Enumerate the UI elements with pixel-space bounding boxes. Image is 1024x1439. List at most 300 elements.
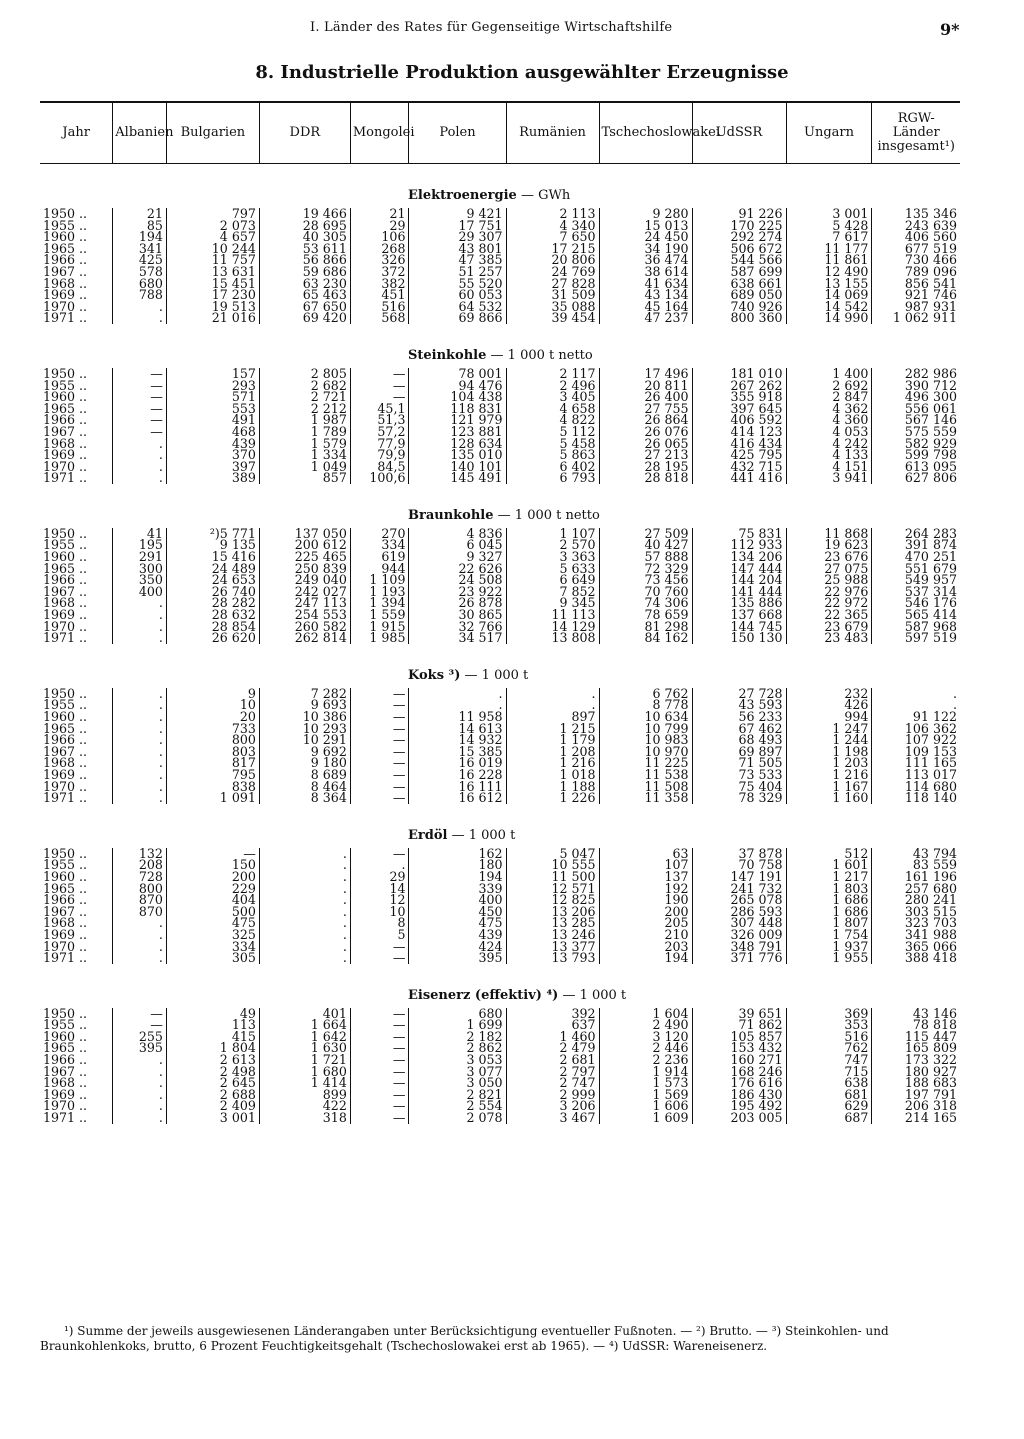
section-heading-row [40, 324, 960, 368]
value-cell: 392 [506, 1008, 599, 1020]
value-cell: 190 [599, 894, 692, 906]
value-cell: 72 329 [599, 563, 692, 575]
value-cell: 21 016 [166, 312, 259, 324]
value-cell: 424 [409, 941, 506, 953]
value-cell: 1 642 [259, 1031, 350, 1043]
value-cell: 128 634 [409, 438, 506, 450]
value-cell: 14 613 [409, 723, 506, 735]
value-cell: 1 217 [786, 871, 872, 883]
value-cell: — [350, 781, 409, 793]
value-cell: 140 101 [409, 461, 506, 473]
value-cell: 135 346 [872, 208, 960, 220]
value-cell: — [350, 746, 409, 758]
value-cell: 2 498 [166, 1066, 259, 1078]
value-cell: 400 [409, 894, 506, 906]
value-cell: 1 018 [506, 769, 599, 781]
value-cell: 137 [599, 871, 692, 883]
value-cell: 1 244 [786, 734, 872, 746]
value-cell: 415 [166, 1031, 259, 1043]
value-cell: 60 053 [409, 289, 506, 301]
value-cell: 2 847 [786, 391, 872, 403]
value-cell: 45 164 [599, 301, 692, 313]
value-cell: 36 474 [599, 254, 692, 266]
value-cell: 49 [166, 1008, 259, 1020]
value-cell: 9 280 [599, 208, 692, 220]
value-cell: 2 747 [506, 1077, 599, 1089]
value-cell: 9 421 [409, 208, 506, 220]
value-cell: 8 464 [259, 781, 350, 793]
value-cell: 173 322 [872, 1054, 960, 1066]
value-cell: . [872, 688, 960, 700]
year-cell: 1970 .. [43, 778, 88, 794]
value-cell: 1 803 [786, 883, 872, 895]
value-cell: . [113, 952, 167, 964]
value-cell: 57,2 [350, 426, 409, 438]
value-cell: 2 409 [166, 1100, 259, 1112]
value-cell: 24 450 [599, 231, 692, 243]
year-cell: 1950 .. [43, 1005, 88, 1021]
value-cell: 20 [166, 711, 259, 723]
header-mongolei: Mongolei [350, 102, 409, 164]
value-cell: . [113, 1112, 167, 1124]
value-cell: 250 839 [259, 563, 350, 575]
value-cell: 267 262 [692, 380, 786, 392]
value-cell: 11 225 [599, 757, 692, 769]
value-cell: . [113, 757, 167, 769]
value-cell: 800 [113, 883, 167, 895]
value-cell: 730 466 [872, 254, 960, 266]
value-cell: 1 630 [259, 1042, 350, 1054]
value-cell: . [259, 941, 350, 953]
value-cell: 113 017 [872, 769, 960, 781]
value-cell: 3 206 [506, 1100, 599, 1112]
value-cell: 11 757 [166, 254, 259, 266]
value-cell: 26 740 [166, 586, 259, 598]
value-cell: 4 836 [409, 528, 506, 540]
year-cell: 1955 .. [43, 697, 88, 713]
value-cell: 475 [166, 917, 259, 929]
value-cell: 4 151 [786, 461, 872, 473]
value-cell: 4 360 [786, 414, 872, 426]
value-cell: 2 688 [166, 1089, 259, 1101]
year-cell: 1950 .. [43, 206, 88, 221]
value-cell: 123 881 [409, 426, 506, 438]
value-cell: 79,9 [350, 449, 409, 461]
value-cell: 389 [166, 472, 259, 484]
value-cell: 2 682 [259, 380, 350, 392]
value-cell: 921 746 [872, 289, 960, 301]
value-cell: . [113, 312, 167, 324]
value-cell: 677 519 [872, 243, 960, 255]
value-cell: 987 931 [872, 301, 960, 313]
value-cell: 56 866 [259, 254, 350, 266]
value-cell: 197 791 [872, 1089, 960, 1101]
value-cell: 305 [166, 952, 259, 964]
value-cell: 57 888 [599, 551, 692, 563]
value-cell: . [409, 699, 506, 711]
value-cell: 17 751 [409, 220, 506, 232]
value-cell: 243 639 [872, 220, 960, 232]
value-cell: . [113, 621, 167, 633]
value-cell: 7 282 [259, 688, 350, 700]
value-cell: 353 [786, 1019, 872, 1031]
value-cell: 19 513 [166, 301, 259, 313]
year-cell: 1969 .. [43, 607, 88, 623]
value-cell: 838 [166, 781, 259, 793]
value-cell: 78 001 [409, 368, 506, 380]
value-cell: 401 [259, 1008, 350, 1020]
value-cell: . [259, 871, 350, 883]
value-cell: — [350, 734, 409, 746]
table-header [40, 102, 960, 164]
value-cell: 3 001 [166, 1112, 259, 1124]
section-heading-row [40, 964, 960, 1008]
value-cell: 106 362 [872, 723, 960, 735]
value-cell: 3 050 [409, 1077, 506, 1089]
value-cell: . [113, 449, 167, 461]
value-cell: 568 [350, 312, 409, 324]
value-cell: 47 237 [599, 312, 692, 324]
value-cell: 100,6 [350, 472, 409, 484]
value-cell: 13 285 [506, 917, 599, 929]
value-cell: 68 493 [692, 734, 786, 746]
table-row [40, 1112, 960, 1124]
year-cell: 1967 .. [43, 583, 88, 599]
value-cell: 73 456 [599, 574, 692, 586]
value-cell: 944 [350, 563, 409, 575]
value-cell: 406 592 [692, 414, 786, 426]
value-cell: 51 257 [409, 266, 506, 278]
value-cell: 1 198 [786, 746, 872, 758]
value-cell: 106 [350, 231, 409, 243]
value-cell: 107 [599, 859, 692, 871]
value-cell: 81 298 [599, 621, 692, 633]
value-cell: 7 617 [786, 231, 872, 243]
value-cell: 350 [113, 574, 167, 586]
section-unit: — 1 000 t netto [490, 348, 593, 364]
value-cell: 194 [599, 952, 692, 964]
value-cell: 24 489 [166, 563, 259, 575]
value-cell: 496 300 [872, 391, 960, 403]
value-cell: 1 606 [599, 1100, 692, 1112]
value-cell: 1 987 [259, 414, 350, 426]
value-cell: 247 113 [259, 597, 350, 609]
value-cell: 165 809 [872, 1042, 960, 1054]
value-cell: 1 460 [506, 1031, 599, 1043]
value-cell: 12 571 [506, 883, 599, 895]
value-cell: 241 732 [692, 883, 786, 895]
value-cell: 12 825 [506, 894, 599, 906]
value-cell: 1 215 [506, 723, 599, 735]
value-cell: 144 745 [692, 621, 786, 633]
value-cell: 6 045 [409, 539, 506, 551]
section-heading [43, 830, 957, 842]
table-row [40, 472, 960, 484]
value-cell: 432 715 [692, 461, 786, 473]
value-cell: 147 191 [692, 871, 786, 883]
value-cell: 26 400 [599, 391, 692, 403]
value-cell: 565 414 [872, 609, 960, 621]
value-cell: 1 193 [350, 586, 409, 598]
value-cell: 395 [409, 952, 506, 964]
value-cell: 1 179 [506, 734, 599, 746]
value-cell: 551 679 [872, 563, 960, 575]
value-cell: — [350, 688, 409, 700]
value-cell: 10 291 [259, 734, 350, 746]
value-cell: 475 [409, 917, 506, 929]
value-cell: — [350, 723, 409, 735]
value-cell: — [350, 941, 409, 953]
year-cell: 1970 .. [43, 938, 88, 954]
value-cell: 63 [599, 848, 692, 860]
year-cell: 1968 .. [43, 275, 88, 291]
value-cell: 800 [166, 734, 259, 746]
value-cell: 365 066 [872, 941, 960, 953]
value-cell: 14 990 [786, 312, 872, 324]
value-cell: 55 520 [409, 278, 506, 290]
value-cell: 200 [166, 871, 259, 883]
value-cell: 73 533 [692, 769, 786, 781]
value-cell: 627 806 [872, 472, 960, 484]
value-cell: 9 692 [259, 746, 350, 758]
value-cell: 10 [350, 906, 409, 918]
value-cell: 203 [599, 941, 692, 953]
value-cell: — [113, 391, 167, 403]
value-cell: 450 [409, 906, 506, 918]
value-cell: . [113, 769, 167, 781]
value-cell: 157 [166, 368, 259, 380]
year-cell: 1969 .. [43, 926, 88, 942]
value-cell: 11 868 [786, 528, 872, 540]
value-cell: 14 [350, 883, 409, 895]
value-cell: 10 555 [506, 859, 599, 871]
value-cell: 2 446 [599, 1042, 692, 1054]
value-cell: 40 305 [259, 231, 350, 243]
value-cell: 619 [350, 551, 409, 563]
value-cell: 1 062 911 [872, 312, 960, 324]
value-cell: . [113, 917, 167, 929]
value-cell: 397 [166, 461, 259, 473]
value-cell: 168 246 [692, 1066, 786, 1078]
section-unit: — 1 000 t [451, 828, 516, 844]
year-cell: 1965 .. [43, 880, 88, 896]
year-cell: 1966 .. [43, 892, 88, 908]
value-cell: — [113, 1019, 167, 1031]
section-heading-row [40, 804, 960, 848]
value-cell: . [113, 792, 167, 804]
table-row [40, 312, 960, 324]
year-cell: 1969 .. [43, 287, 88, 303]
value-cell: . [259, 883, 350, 895]
value-cell: 441 416 [692, 472, 786, 484]
value-cell: 372 [350, 266, 409, 278]
value-cell: 203 005 [692, 1112, 786, 1124]
year-cell: 1955 .. [43, 217, 88, 233]
value-cell: 11 500 [506, 871, 599, 883]
value-cell: 71 862 [692, 1019, 786, 1031]
year-cell: 1955 .. [43, 857, 88, 873]
value-cell: 512 [786, 848, 872, 860]
value-cell: 64 532 [409, 301, 506, 313]
value-cell: 161 196 [872, 871, 960, 883]
value-cell: 19 466 [259, 208, 350, 220]
value-cell: 40 427 [599, 539, 692, 551]
value-cell: 897 [506, 711, 599, 723]
value-cell: 348 791 [692, 941, 786, 953]
value-cell: 10 634 [599, 711, 692, 723]
value-cell: 10 799 [599, 723, 692, 735]
value-cell: 4 133 [786, 449, 872, 461]
value-cell: 680 [113, 278, 167, 290]
value-cell: 371 776 [692, 952, 786, 964]
value-cell: 728 [113, 871, 167, 883]
value-cell: 1 049 [259, 461, 350, 473]
header-polen: Polen [409, 102, 506, 164]
value-cell: 307 448 [692, 917, 786, 929]
header-tschechoslowakei: Tschechoslowakei [599, 102, 692, 164]
value-cell: 14 069 [786, 289, 872, 301]
value-cell: 26 076 [599, 426, 692, 438]
value-cell: . [113, 301, 167, 313]
value-cell: 195 492 [692, 1100, 786, 1112]
value-cell: 31 509 [506, 289, 599, 301]
value-cell: 5 863 [506, 449, 599, 461]
value-cell: . [259, 859, 350, 871]
value-cell: 439 [166, 438, 259, 450]
value-cell: 91 122 [872, 711, 960, 723]
value-cell: 292 274 [692, 231, 786, 243]
value-cell: 150 130 [692, 632, 786, 644]
value-cell: 71 505 [692, 757, 786, 769]
value-cell: 1 985 [350, 632, 409, 644]
value-cell: 15 385 [409, 746, 506, 758]
year-cell: 1965 .. [43, 720, 88, 736]
value-cell: 16 612 [409, 792, 506, 804]
value-cell: 7 650 [506, 231, 599, 243]
value-cell: 10 244 [166, 243, 259, 255]
value-cell: — [350, 1077, 409, 1089]
year-cell: 1968 .. [43, 755, 88, 771]
year-cell: 1970 .. [43, 458, 88, 474]
header-row [40, 102, 960, 164]
value-cell: 1 789 [259, 426, 350, 438]
value-cell: 12 490 [786, 266, 872, 278]
value-cell: . [113, 1054, 167, 1066]
year-cell: 1965 .. [43, 400, 88, 416]
value-cell: 229 [166, 883, 259, 895]
value-cell: — [113, 368, 167, 380]
year-cell: 1965 .. [43, 1040, 88, 1056]
value-cell: 506 672 [692, 243, 786, 255]
value-cell: 4 340 [506, 220, 599, 232]
value-cell: 35 088 [506, 301, 599, 313]
value-cell: — [350, 711, 409, 723]
year-cell: 1950 .. [43, 845, 88, 861]
value-cell: 326 009 [692, 929, 786, 941]
value-cell: 1 109 [350, 574, 409, 586]
value-cell: 112 933 [692, 539, 786, 551]
value-cell: 210 [599, 929, 692, 941]
year-cell: 1960 .. [43, 868, 88, 884]
value-cell: 15 013 [599, 220, 692, 232]
value-cell: 53 611 [259, 243, 350, 255]
section-title: Braunkohle [408, 508, 494, 524]
value-cell: . [113, 461, 167, 473]
value-cell: 1 680 [259, 1066, 350, 1078]
value-cell: 105 857 [692, 1031, 786, 1043]
value-cell: 795 [166, 769, 259, 781]
production-table [40, 101, 960, 1124]
value-cell: . [113, 1100, 167, 1112]
value-cell: 9 135 [166, 539, 259, 551]
value-cell: 11 113 [506, 609, 599, 621]
value-cell: 69 420 [259, 312, 350, 324]
value-cell: . [259, 848, 350, 860]
value-cell: 192 [599, 883, 692, 895]
value-cell: 13 155 [786, 278, 872, 290]
value-cell: 78 659 [599, 609, 692, 621]
value-cell: 9 345 [506, 597, 599, 609]
value-cell: 870 [113, 894, 167, 906]
value-cell: 5 112 [506, 426, 599, 438]
section-unit: — 1 000 t [464, 668, 529, 684]
value-cell: 1 664 [259, 1019, 350, 1031]
value-cell: — [350, 1066, 409, 1078]
value-cell: — [113, 403, 167, 415]
value-cell: 11 958 [409, 711, 506, 723]
value-cell: 27 509 [599, 528, 692, 540]
value-cell: 2 797 [506, 1066, 599, 1078]
value-cell: 8 [350, 917, 409, 929]
value-cell: — [350, 368, 409, 380]
value-cell: — [113, 426, 167, 438]
value-cell: 29 [350, 220, 409, 232]
value-cell: 170 225 [692, 220, 786, 232]
year-cell: 1955 .. [43, 1017, 88, 1033]
value-cell: . [113, 472, 167, 484]
value-cell: . [259, 906, 350, 918]
table-row [40, 952, 960, 964]
value-cell: 817 [166, 757, 259, 769]
section-unit: — 1 000 t [562, 988, 627, 1004]
year-cell: 1967 .. [43, 263, 88, 279]
value-cell: 38 614 [599, 266, 692, 278]
value-cell: 113 [166, 1019, 259, 1031]
value-cell: 681 [786, 1089, 872, 1101]
value-cell: 39 651 [692, 1008, 786, 1020]
value-cell: 994 [786, 711, 872, 723]
value-cell: 857 [259, 472, 350, 484]
year-cell: 1971 .. [43, 1110, 88, 1126]
value-cell: 2 692 [786, 380, 872, 392]
value-cell: 257 680 [872, 883, 960, 895]
value-cell: 27 755 [599, 403, 692, 415]
value-cell: 549 957 [872, 574, 960, 586]
value-cell: 1 188 [506, 781, 599, 793]
value-cell: 6 649 [506, 574, 599, 586]
value-cell: 10 386 [259, 711, 350, 723]
value-cell: . [113, 941, 167, 953]
value-cell: 3 053 [409, 1054, 506, 1066]
value-cell: — [350, 1008, 409, 1020]
value-cell: 85 [113, 220, 167, 232]
value-cell: 20 811 [599, 380, 692, 392]
value-cell: 1 216 [786, 769, 872, 781]
value-cell: 28 854 [166, 621, 259, 633]
value-cell: . [113, 723, 167, 735]
year-cell: 1967 .. [43, 903, 88, 919]
value-cell: . [259, 929, 350, 941]
